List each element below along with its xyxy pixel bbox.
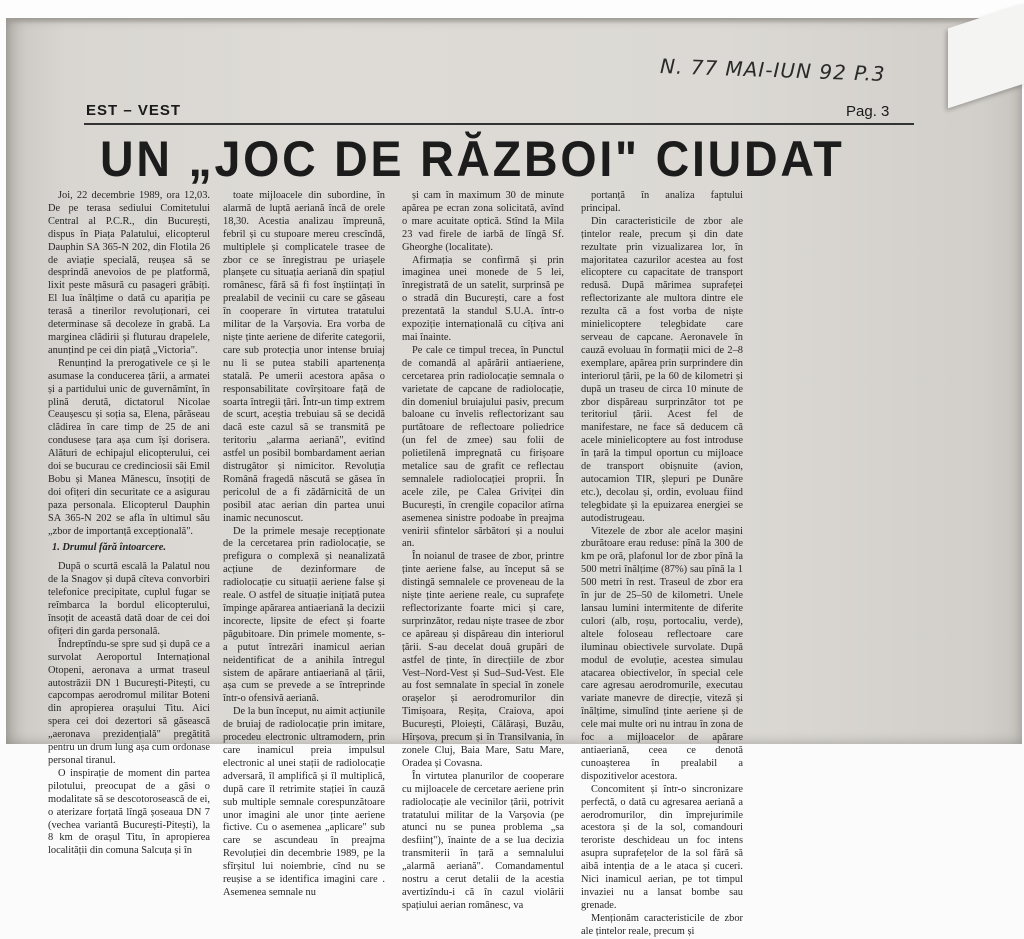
paragraph: Vitezele de zbor ale acelor mașini zburătoare erau reduse: pînă la 300 de km pe oră, plafonul lor de zbor pînă la 500 metri înălțime (87%) sau pînă la 1 500 metri în rest. Traseul de zbor era în jur de 25–50 de kilometri. Unele lansau lumini intermitente de diferite culori (alb, roșu, portocaliu, verde), altele foloseau reflectoare care iluminau obiectivele survolate. După modul de evoluție, acestea simulau atacarea obiectivelor, în special cele care agresau aerodromurile, executau variate manevre de direcție, viteză și înălțime, simulînd ținte aeriene și de cele mai multe ori nu intrau în zona de foc a mijloacelor de apărare antiaeriană, ceea ce denotă cunoașterea în prealabil a dispozitivelor acestora. <box>581 525 743 782</box>
paragraph: Îndreptîndu-se spre sud și după ce a survolat Aeroportul Internațional Otopeni, aeronava a urmat traseul autostrăzii DN 1 București-Pitești, cu capcompas aerodromul militar Boteni din apropierea orașului Titu. Aici spera cei doi dezertori să găsească „aeronava prezidențială" pregătită pentru un drum lung așa cum ordonase personal tiranul. <box>48 638 210 766</box>
paragraph: După o scurtă escală la Palatul nou de la Snagov și după cîteva convorbiri telefonice precipitate, cuplul fugar se reîmbarca la bordul elicopterului, însoțit de această dată doar de cei doi ofițeri din garda personală. <box>48 561 210 637</box>
paragraph: De la primele mesaje recepționate de la cercetarea prin radiolocație, se prefigura o complexă și neanalizată acțiune de dezinformare de radiolocație cu situații aeriene false și reale. O astfel de situație inițiată putea împinge apărarea antiaeriană la decizii incorecte, lipsite de efect și foarte păgubitoare. Din primele momente, s-a putut întrezări inamicul aerian neidentificat de a anihila întregul sistem de apărare antiaeriană al țării, așa cum se prevede a se întreprinde într-o ofensivă aeriană. <box>223 525 385 705</box>
paragraph: portanță în analiza faptului principal. <box>581 190 743 214</box>
paragraph: De la bun început, nu aimit acțiunile de bruiaj de radiolocație prin imitare, procedeu electronic ultramodern, prin care inamicul preia impulsul electronic al unei stații de radiolocație adversară, îl amplifică și îl multiplică, după care îl retrimite stației în cauză sub multiple semnale corespunzătoare unor imagini ale unor ținte aeriene fictive. Cu o asemenea „aplicare" sub care se ascundeau în preajma Revoluției din decembrie 1989, pe la sfîrșitul lui noiembrie, cînd nu se reușise a se identifica imagini care . Asemenea semnale nu <box>223 706 385 898</box>
section-subheading: 1. Drumul fără întoarcere. <box>52 542 167 554</box>
paragraph: Renunțind la prerogativele ce și le asumase la conducerea țării, a armatei și a partidului unic de guvernămînt, în plină derută, dictatorul Nicolae Ceaușescu și soția sa, Elena, părăseau clădirea în care timp de 25 de ani condusese țara așa cum își dorisera. Alături de echipajul elicopterului, cei doi se bucurau ce credinciosii săi Emil Bobu și Manea Mănescu, însoțiți de doi ofițeri din securitate ce a asigurau paza personala. Elicopterul Dauphin SA 365-N 202 se afla în ultimul său „zbor de importanță excepțională". <box>48 357 210 537</box>
paragraph: Concomitent și într-o sincronizare perfectă, o dată cu agresarea aeriană a aerodromurilor, din împrejurimile acestora și de la sol, comandouri teroriste deschideau un foc intens asupra suprafețelor de la sol fără să aibă intenția de a le ataca și cuceri. Nici inamicul aerian, pe tot timpul invaziei nu a lansat bombe sau grenade. <box>581 783 743 911</box>
paragraph: și cam în maximum 30 de minute apărea pe ecran zona solicitată, avînd o mare acuitate optică. Stînd la Mila 23 vad firele de iarbă de lîngă Sf. Gheorghe (localitate). <box>402 190 564 253</box>
article-column-1 <box>48 190 210 857</box>
article-column-3 <box>402 190 564 911</box>
paragraph: Afirmația se confirmă și prin imaginea unei monede de 5 lei, înregistrată de un satelit, surprinsă pe o stradă din București, care a fost prezentată la standul S.U.A. într-o expoziție internațională cu cîțiva ani mai înainte. <box>402 254 564 343</box>
page-number: Pag. 3 <box>846 103 890 120</box>
paragraph: În virtutea planurilor de cooperare cu mijloacele de cercetare aeriene prin radiolocație ale vecinilor țării, potrivit tratatului militar de la Varșovia (pe atunci nu se punea problema „sa desființ"), înainte de a se lua decizia transmiterii în țară a semnalului „alarmă aeriană". Comandamentul nostru a cerut detalii de la acestia avertizîndu-i că în cazul violării spațiului aerian românesc, va <box>402 770 564 911</box>
article-column-2 <box>223 190 385 898</box>
paragraph: toate mijloacele din subordine, în alarmă de luptă aeriană încă de orele 18,30. Acestia analizau împreună, febril și cu stupoare mereu crescîndă, multiplele și complicatele trasee de zbor ce se înregistrau pe uriașele planșete cu situația aeriană din spațiul românesc, fără să fi fost înștiințați în prealabil de vecinii cu care se găseau în cooperare în virtutea tratatului militar de la Varșovia. Era vorba de niște ținte aeriene de diferite categorii, care sub protecția unor intense bruiaj nu li se putea stabili apartenența statală. Pe umerii acestora apăsa o responsabilitate covîrșitoare față de soarta întregii țări. Într-un timp extrem de scurt, aceștia trebuiau să se decidă dacă este cazul să se transmită pe teritoriu „alarma aeriană", evitînd astfel un posibil bombardament aerian distrugător și nimicitor. Revoluția Română fragedă născută se găsea în pericolul de a fi zădărnicită de un posibil atac aerian din partea unui inamic necunoscut. <box>223 190 385 524</box>
paragraph: În noianul de trasee de zbor, printre ținte aeriene false, au început să se distingă semnalele ce proveneau de la niște ținte aeriene reale, cu suprafețe reflectorizante foarte mici și care, surprinzător, redau niște trasee de zbor ce apăreau și dispăreau din interiorul țării. S-au decelat două grupări de astfel de ținte, în direcțiile de zbor Vest–Nord-Vest și Sud–Sud-Vest. Ele au fost semnalate în special în zonele orașelor și aerodromurilor din Timișoara, Reșița, Craiova, apoi București, Ploiești, Călărași, Buzău, Hîrșova, precum și în Transilvania, în zonele Cluj, Baia Mare, Satu Mare, Oradea și Covasna. <box>402 551 564 769</box>
header-rule <box>84 123 914 125</box>
paragraph: Menționăm caracteristicile de zbor ale țintelor reale, precum și <box>581 912 743 937</box>
article-column-4 <box>581 190 743 937</box>
paragraph: Pe cale ce timpul trecea, în Punctul de comandă al apărării antiaeriene, cercetarea prin radiolocație semnala o varietate de capcane de radiolocație, din domeniul bruiajului pasiv, precum baloane cu învelis reflectorizant sau purtătoare de reflectoare poliedrice (un fel de zmee) sau folii de polietilenă impregnată cu firișoare metalice sau de grafit ce reflectau semnalele radiolocației proprii. În acele zile, pe Calea Griviței din București, în crengile copacilor atîrna asemenea sinistre podoabe în preajma venirii sfintelor sărbători și a noului an. <box>402 344 564 550</box>
paragraph: O inspirație de moment din partea pilotului, preocupat de a găsi o modalitate să se descotorosească de ei, o aterizare forțată lîngă șoseaua DN 7 (vechea variantă București-Pitești), la 8 km de orașul Titu, în apropierea localității din comuna Salcuța și în <box>48 767 210 857</box>
publication-name: EST – VEST <box>86 102 182 119</box>
paragraph: Joi, 22 decembrie 1989, ora 12,03. De pe terasa sediului Comitetului Central al P.C.R., din București, dispus în Piața Palatului, elicopterul Dauphin SA 365-N 202, din Flotila 26 de aviație specială, reușea să se desprindă anevoios de pe platformă, lixit peste măsură cu pasageri grăbiți. El lua înălțime o dată cu apariția pe terasă a tinerilor revoluționari, cei determinase să decoleze în grabă. La marginea clădirii și fluturau drapelele, anunțind pe cei din piață „Victoria". <box>48 190 210 356</box>
paragraph: Din caracteristicile de zbor ale țintelor reale, precum și din date rezultate prin vizualizarea lor, în majoritatea cazurilor acestea au fost elicoptere cu capacitate de transport redusă. După mărimea suprafeței reflectorizante ale multora dintre ele rezulta că a fost vorba de niște minielicoptere telegbidate care serveau de capcane. Aeronavele în cauză evoluau în formații mici de 2–8 exemplare, apărea prin surprindere din interiorul țării, pe la 60 de kilometri și după un traseu de circa 10 minute de zbor dispăreau surprinzător tot pe teritoriul țării. Acest fel de manifestare, ne face să deducem că acele minielicoptere au fost introduse în țară la timpul oportun cu mijloace de transport obișnuite (avion, autocamion TIR, șlepuri pe Dunăre etc.), decolau și, ordin, evoluau fiind telegbidate și la epuizarea energiei se autodistrugeau. <box>581 215 743 524</box>
article-headline: UN „JOC DE RĂZBOI" CIUDAT <box>100 131 845 187</box>
article-body <box>48 190 918 937</box>
handwritten-note: N. 77 MAI-IUN 92 P.3 <box>659 54 886 86</box>
paper-top-shadow <box>6 18 1022 24</box>
